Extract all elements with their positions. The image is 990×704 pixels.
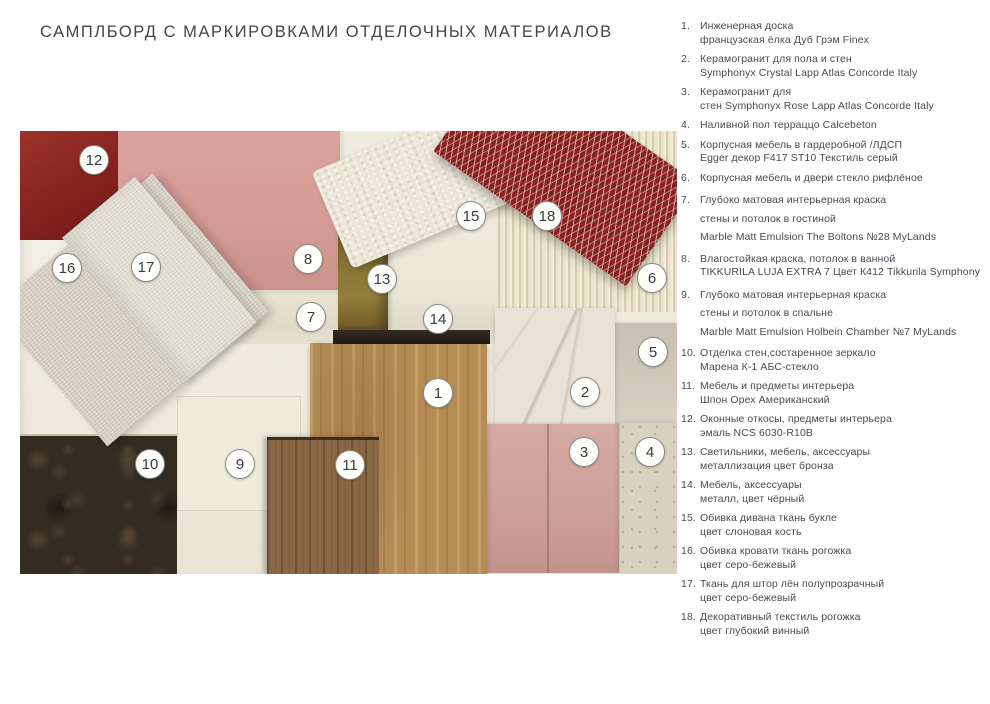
legend-item-line: Керамогранит для пола и стен [700, 53, 852, 65]
legend-item-line: эмаль NCS 6030-R10B [700, 426, 814, 439]
legend-item-line: стены и потолок в гостиной [700, 212, 836, 225]
marker-black-metal: 14 [423, 304, 453, 334]
legend-item-number: 15. [681, 512, 696, 524]
legend-item-number: 16. [681, 545, 696, 557]
legend-item-line: Отделка стен,состаренное зеркало [700, 347, 876, 359]
swatch-black-metal [333, 330, 490, 344]
marker-paint-living-room: 7 [296, 302, 326, 332]
marker-bed-fabric-rogozhka: 16 [52, 253, 82, 283]
marker-wine-herringbone-textile: 18 [532, 201, 562, 231]
legend-item-number: 11. [681, 380, 696, 392]
legend-item-text [700, 446, 985, 473]
legend-item-text [700, 139, 985, 166]
legend-item-number: 13. [681, 446, 696, 458]
marker-wardrobe-ldsp-grey: 5 [638, 337, 668, 367]
legend-item-number: 4. [681, 119, 690, 131]
legend-item-number: 9. [681, 288, 690, 301]
legend-item-number: 1. [681, 20, 690, 32]
legend-item-text [700, 479, 985, 506]
legend-item-text [700, 380, 985, 407]
legend-item [681, 479, 985, 506]
legend-item-line: Egger декор F417 ST10 Текстиль серый [700, 152, 898, 164]
legend-item [681, 253, 985, 280]
legend-item-number: 12. [681, 413, 696, 425]
legend-item [681, 86, 985, 113]
legend-item-number: 5. [681, 138, 690, 151]
legend-item-line: металлизация цвет бронза [700, 459, 834, 472]
legend-item-line: Марена К-1 АБС-стекло [700, 360, 819, 373]
legend-item-text [700, 512, 985, 539]
legend-item-text [700, 53, 985, 80]
legend-item-line: Обивка дивана ткань букле [700, 512, 837, 524]
legend-item-line: Керамогранит для [700, 86, 792, 98]
legend-item-line: Мебель, аксессуары [700, 479, 802, 491]
legend-item [681, 413, 985, 440]
legend-item-line: Наливной пол терраццо Calcebeton [700, 119, 877, 131]
marker-paint-bedroom: 9 [225, 449, 255, 479]
legend-item-text [700, 119, 985, 133]
legend-item-line: цвет серо-бежевый [700, 558, 797, 571]
legend-item-text [700, 545, 985, 572]
legend-item [681, 446, 985, 473]
marker-enamel-deep-red: 12 [79, 145, 109, 175]
marker-porcelain-crystal-tile: 2 [570, 377, 600, 407]
legend-item [681, 611, 985, 638]
legend-item-text [700, 286, 985, 342]
legend-item [681, 139, 985, 166]
legend-item-number: 2. [681, 53, 690, 65]
legend-item-number: 7. [681, 194, 690, 206]
legend-item-line: цвет серо-бежевый [700, 591, 797, 604]
legend-item-line: Marble Matt Emulsion Holbein Chamber №7 MyLands [700, 325, 957, 338]
legend-item [681, 512, 985, 539]
legend-item [681, 545, 985, 572]
legend-item [681, 20, 985, 47]
legend-item [681, 119, 985, 133]
legend-item-number: 18. [681, 611, 696, 623]
marker-fluted-glass: 6 [637, 263, 667, 293]
marker-porcelain-rose-tile: 3 [569, 437, 599, 467]
legend-item-line: Глубоко матовая интерьерная краска [700, 194, 887, 206]
legend-item-line: цвет глубокий винный [700, 624, 810, 637]
legend-item-number: 10. [681, 347, 696, 359]
legend-item-line: Глубоко матовая интерьерная краска [700, 288, 887, 301]
legend-item [681, 347, 985, 374]
legend-item-number: 3. [681, 86, 690, 98]
legend-item-line: Шпон Орех Американский [700, 393, 830, 406]
legend-item-line: стен Symphonyx Rose Lapp Atlas Concorde Italy [700, 99, 934, 112]
legend-item-line: Влагостойкая краска, потолок в ванной [700, 252, 896, 265]
marker-engineered-oak-board: 1 [423, 378, 453, 408]
legend-item-number: 17. [681, 578, 696, 590]
legend-item-line: стены и потолок в спальне [700, 307, 834, 319]
legend-item-text [700, 86, 985, 113]
legend-item-text [700, 253, 985, 280]
page-title: САМПЛБОРД С МАРКИРОВКАМИ ОТДЕЛОЧНЫХ МАТЕРИАЛОВ [40, 22, 613, 41]
sample-board-photo [20, 131, 677, 574]
legend-item-line: Светильники, мебель, аксессуары [700, 446, 871, 458]
swatch-porcelain-crystal [495, 308, 615, 424]
marker-paint-bathroom-pink: 8 [293, 244, 323, 274]
legend-item-line: Marble Matt Emulsion The Boltons №28 MyLands [700, 231, 937, 243]
legend-item-line: Оконные откосы, предметы интерьера [700, 413, 892, 425]
materials-legend [681, 20, 985, 644]
legend-item-text [700, 413, 985, 440]
marker-curtain-linen: 17 [131, 252, 161, 282]
marker-walnut-veneer: 11 [335, 450, 365, 480]
legend-item-text [700, 20, 985, 47]
legend-item-line: Корпусная мебель и двери стекло рифлёное [700, 171, 923, 184]
legend-item-line: Обивка кровати ткань рогожка [700, 545, 852, 557]
marker-aged-mirror: 10 [135, 449, 165, 479]
legend-item-line: Декоративный текстиль рогожка [700, 611, 861, 623]
legend-item-text [700, 191, 985, 247]
legend-item-line: Мебель и предметы интерьера [700, 380, 855, 392]
legend-item [681, 380, 985, 407]
legend-item-text [700, 611, 985, 638]
legend-item-text [700, 347, 985, 374]
legend-item-line: металл, цвет чёрный [700, 492, 805, 505]
legend-item-line: французская ёлка Дуб Грэм Finex [700, 33, 869, 46]
legend-item-line: Symphonyx Crystal Lapp Atlas Concorde Italy [700, 66, 918, 79]
legend-item [681, 578, 985, 605]
legend-item [681, 53, 985, 80]
legend-item-line: Ткань для штор лён полупрозрачный [700, 578, 885, 590]
legend-item [681, 286, 985, 342]
legend-item [681, 172, 985, 186]
marker-terrazzo-floor: 4 [635, 437, 665, 467]
legend-item-text [700, 578, 985, 605]
legend-item-line: цвет слоновая кость [700, 525, 802, 538]
legend-item-number: 8. [681, 252, 690, 265]
legend-item-line: TIKKURILA LUJA EXTRA 7 Цвет К412 Tikkurila Symphony [700, 266, 981, 278]
legend-item-text [700, 172, 985, 186]
legend-item-number: 6. [681, 171, 690, 184]
marker-boucle-fabric: 15 [456, 201, 486, 231]
legend-item-line: Инженерная доска [700, 20, 794, 32]
legend-item-number: 14. [681, 479, 696, 491]
legend-item [681, 191, 985, 247]
marker-bronze-metal: 13 [367, 264, 397, 294]
legend-item-line: Корпусная мебель в гардеробной /ЛДСП [700, 138, 903, 151]
